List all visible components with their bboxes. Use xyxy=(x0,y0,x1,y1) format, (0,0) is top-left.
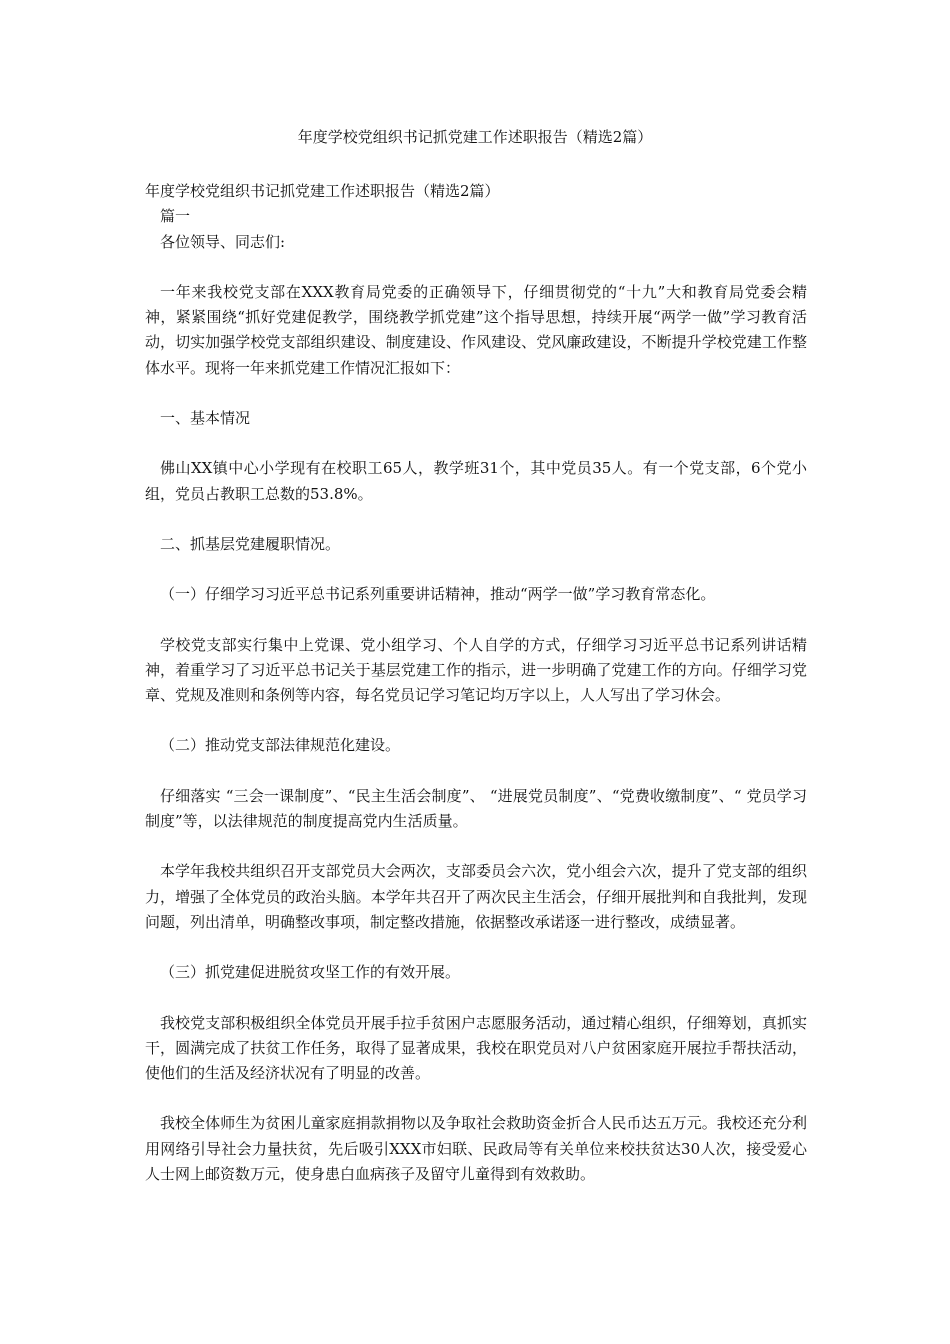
document-body xyxy=(145,179,807,1187)
document-title: 年度学校党组织书记抓党建工作述职报告（精选2篇） xyxy=(297,128,653,146)
paragraph-rules: 仔细落实 “三会一课制度”、“民主生活会制度”、 “进展党员制度”、“党费收缴制度”、“ 党员学习制度”等，以法律规范的制度提高党内生活质量。 xyxy=(145,786,807,831)
subsection-heading-3: （三）抓党建促进脱贫攻坚工作的有效开展。 xyxy=(160,963,461,982)
part-label: 篇一 xyxy=(160,207,191,226)
greeting: 各位领导、同志们: xyxy=(160,232,286,251)
paragraph-poverty-relief: 我校党支部积极组织全体党员开展手拉手贫困户志愿服务活动，通过精心组织，仔细筹划，真抓实干，圆满完成了扶贫工作任务，取得了显著成果，我校在职党员对八户贫困家庭开展拉手帮扶活动，使他们的生活及经济状况有了明显的改善。 xyxy=(145,1013,807,1083)
section-heading-duties: 二、抓基层党建履职情况。 xyxy=(160,534,341,553)
paragraph-basic-info: 佛山XX镇中心小学现有在校职工65人，教学班31个，其中党员35人。有一个党支部，6个党小组，党员占教职工总数的53.8%。 xyxy=(145,459,807,503)
paragraph-study: 学校党支部实行集中上党课、党小组学习、个人自学的方式，仔细学习习近平总书记系列讲话精神，着重学习了习近平总书记关于基层党建工作的指示，进一步明确了党建工作的方向。仔细学习党章、党规及准则和条例等内容，每名党员记学习笔记均万字以上，人人写出了学习休会。 xyxy=(145,635,807,705)
document-subtitle: 年度学校党组织书记抓党建工作述职报告（精选2篇） xyxy=(145,182,500,200)
subsection-heading-2: （二）推动党支部法律规范化建设。 xyxy=(160,736,401,755)
paragraph-meetings: 本学年我校共组织召开支部党员大会两次，支部委员会六次，党小组会六次，提升了党支部的组织力，增强了全体党员的政治头脑。本学年共召开了两次民主生活会，仔细开展批判和自我批判，发现问题，列出清单，明确整改事项，制定整改措施，依据整改承诺逐一进行整改，成绩显著。 xyxy=(145,862,807,931)
paragraph-intro: 一年来我校党支部在XXX教育局党委的正确领导下，仔细贯彻党的“十九”大和教育局党委会精神，紧紧围绕“抓好党建促教学，围绕教学抓党建”这个指导思想，持续开展“两学一做”学习教育活动，切实加强学校党支部组织建设、制度建设、作风建设、党风廉政建设，不断提升学校党建工作整体水平。现将一年来抓党建工作情况汇报如下： xyxy=(145,282,807,377)
section-heading-basic: 一、基本情况 xyxy=(160,409,251,428)
paragraph-donations: 我校全体师生为贫困儿童家庭捐款捐物以及争取社会救助资金折合人民币达五万元。我校还充分利用网络引导社会力量扶贫，先后吸引XXX市妇联、民政局等有关单位来校扶贫达30人次，接受爱心人士网上邮资数万元，使身患白血病孩子及留守儿童得到有效救助。 xyxy=(145,1114,807,1184)
subsection-heading-1: （一）仔细学习习近平总书记系列重要讲话精神，推动“两学一做”学习教育常态化。 xyxy=(160,585,716,604)
